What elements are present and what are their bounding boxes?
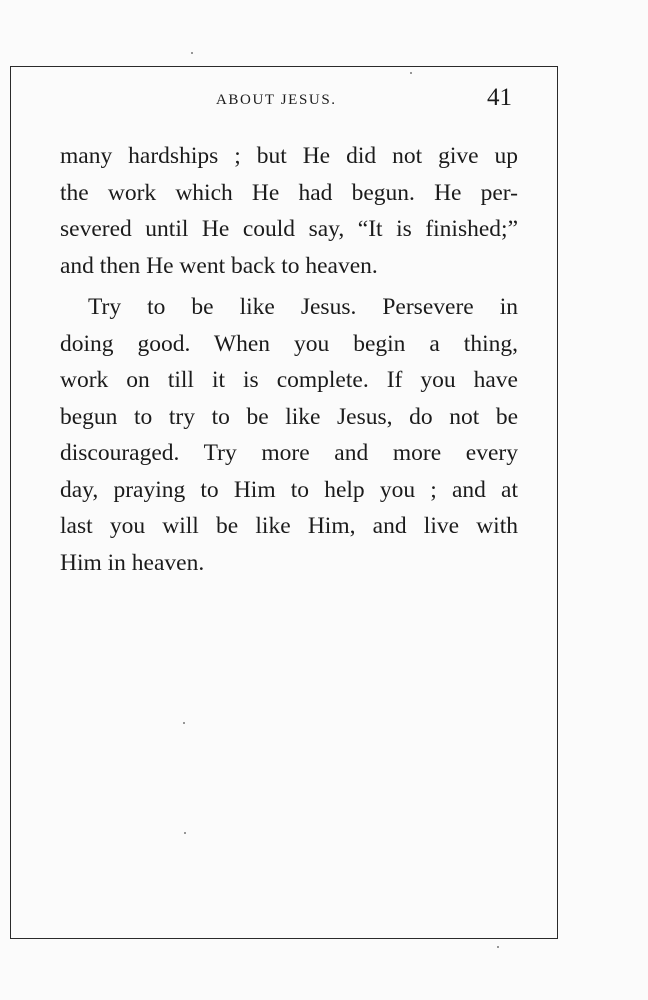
text-line: and then He went back to heaven. xyxy=(60,252,378,279)
paragraph-1 xyxy=(60,138,518,284)
text-line: Try to be like Jesus. Persevere in xyxy=(88,294,518,320)
text-line: the work which He had begun. He per- xyxy=(60,179,518,206)
text-line: discouraged. Try more and more every xyxy=(60,440,518,466)
text-line: work on till it is complete. If you have xyxy=(60,367,518,393)
text-line: last you will be like Him, and live with xyxy=(60,513,518,539)
body-text xyxy=(60,138,518,581)
text-line: day, praying to Him to help you ; and at xyxy=(60,476,518,503)
print-speck xyxy=(191,52,193,54)
text-line: many hardships ; but He did not give up xyxy=(60,143,518,169)
text-line: Him in heaven. xyxy=(60,549,205,576)
text-line: begun to try to be like Jesus, do not be xyxy=(60,403,518,430)
print-speck xyxy=(184,832,186,834)
page-number: 41 xyxy=(487,84,512,111)
paragraph-2 xyxy=(60,289,518,581)
running-title: ABOUT JESUS. xyxy=(216,92,337,108)
text-line: severed until He could say, “It is finished;” xyxy=(60,216,518,242)
running-header xyxy=(0,84,648,112)
print-speck xyxy=(183,722,185,724)
print-speck xyxy=(497,946,499,948)
text-line: doing good. When you begin a thing, xyxy=(60,330,518,357)
print-speck xyxy=(410,72,412,74)
